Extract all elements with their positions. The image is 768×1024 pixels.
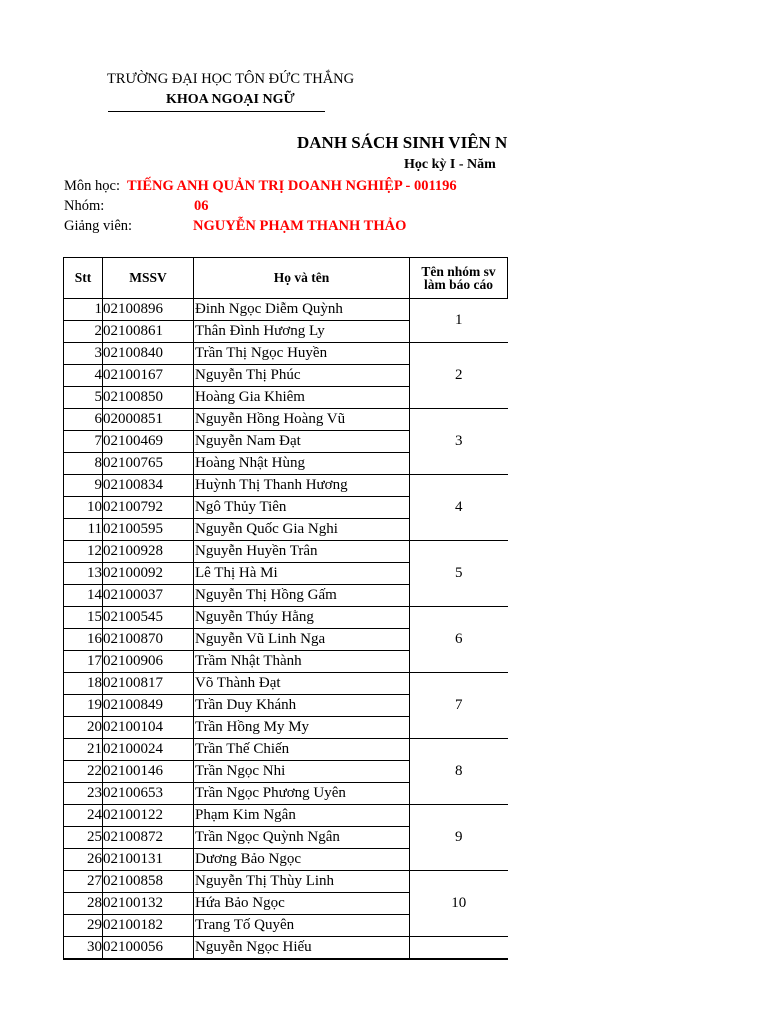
row-stt: 24 (64, 805, 103, 827)
row-mssv: 02100545 (103, 607, 194, 629)
group-number: 2 (410, 343, 508, 409)
group-header-line1: Tên nhóm sv (421, 263, 496, 279)
table-row (64, 299, 508, 321)
row-stt: 17 (64, 651, 103, 673)
group-number: 5 (410, 541, 508, 607)
row-name: Trần Hồng My My (194, 717, 410, 739)
row-stt: 11 (64, 519, 103, 541)
row-mssv: 02100131 (103, 849, 194, 871)
row-stt: 20 (64, 717, 103, 739)
row-stt: 9 (64, 475, 103, 497)
row-name: Phạm Kim Ngân (194, 805, 410, 827)
row-mssv: 02100840 (103, 343, 194, 365)
row-name: Đinh Ngọc Diễm Quỳnh (194, 299, 410, 321)
row-name: Nguyễn Nam Đạt (194, 431, 410, 453)
row-stt: 18 (64, 673, 103, 695)
student-roster-table (63, 257, 508, 960)
roster-body (64, 299, 508, 960)
row-name: Hoàng Gia Khiêm (194, 387, 410, 409)
document-title: DANH SÁCH SINH VIÊN N (297, 133, 508, 152)
table-row (64, 673, 508, 695)
row-stt: 28 (64, 893, 103, 915)
row-stt: 19 (64, 695, 103, 717)
table-row (64, 739, 508, 761)
group-number: 8 (410, 739, 508, 805)
group-number: 1 (410, 299, 508, 343)
row-mssv: 02100092 (103, 563, 194, 585)
row-mssv: 02100850 (103, 387, 194, 409)
row-stt: 10 (64, 497, 103, 519)
row-mssv: 02100765 (103, 453, 194, 475)
faculty-name: KHOA NGOẠI NGỮ (166, 92, 295, 107)
table-row (64, 541, 508, 563)
column-header-group (410, 258, 508, 299)
row-name: Hoàng Nhật Hùng (194, 453, 410, 475)
row-mssv: 02100024 (103, 739, 194, 761)
row-name: Nguyễn Thúy Hằng (194, 607, 410, 629)
semester-label: Học kỳ I - Năm (404, 157, 496, 172)
row-name: Võ Thành Đạt (194, 673, 410, 695)
table-row (64, 409, 508, 431)
row-name: Nguyễn Vũ Linh Nga (194, 629, 410, 651)
row-name: Lê Thị Hà Mi (194, 563, 410, 585)
row-stt: 25 (64, 827, 103, 849)
row-stt: 4 (64, 365, 103, 387)
row-name: Nguyễn Quốc Gia Nghi (194, 519, 410, 541)
lecturer-label: Giảng viên: (64, 218, 133, 234)
lecturer-value: NGUYỄN PHẠM THANH THẢO (193, 218, 407, 234)
row-mssv: 02100928 (103, 541, 194, 563)
group-cell-empty (410, 937, 508, 960)
group-number: 6 (410, 607, 508, 673)
row-mssv: 02100653 (103, 783, 194, 805)
row-stt: 8 (64, 453, 103, 475)
school-name: TRƯỜNG ĐẠI HỌC TÔN ĐỨC THẮNG (107, 71, 355, 87)
row-mssv: 02100056 (103, 937, 194, 960)
row-name: Trần Thế Chiến (194, 739, 410, 761)
row-stt: 16 (64, 629, 103, 651)
row-stt: 12 (64, 541, 103, 563)
row-stt: 21 (64, 739, 103, 761)
row-mssv: 02100906 (103, 651, 194, 673)
row-mssv: 02100896 (103, 299, 194, 321)
row-stt: 1 (64, 299, 103, 321)
row-stt: 29 (64, 915, 103, 937)
row-mssv: 02100870 (103, 629, 194, 651)
group-number: 10 (410, 871, 508, 937)
row-stt: 27 (64, 871, 103, 893)
row-name: Nguyễn Thị Thùy Linh (194, 871, 410, 893)
row-stt: 14 (64, 585, 103, 607)
row-name: Nguyễn Huyền Trân (194, 541, 410, 563)
row-mssv: 02100122 (103, 805, 194, 827)
row-name: Huỳnh Thị Thanh Hương (194, 475, 410, 497)
faculty-underline (108, 111, 325, 112)
group-number: 4 (410, 475, 508, 541)
row-mssv: 02100792 (103, 497, 194, 519)
group-value: 06 (194, 198, 209, 214)
row-name: Dương Bảo Ngọc (194, 849, 410, 871)
row-stt: 2 (64, 321, 103, 343)
table-row (64, 475, 508, 497)
row-stt: 3 (64, 343, 103, 365)
group-header-line2: làm báo cáo (424, 277, 493, 292)
row-mssv: 02100849 (103, 695, 194, 717)
row-mssv: 02100146 (103, 761, 194, 783)
row-name: Nguyễn Hồng Hoàng Vũ (194, 409, 410, 431)
table-row (64, 343, 508, 365)
row-name: Trần Ngọc Nhi (194, 761, 410, 783)
row-name: Trần Ngọc Phương Uyên (194, 783, 410, 805)
row-stt: 26 (64, 849, 103, 871)
row-name: Nguyễn Thị Phúc (194, 365, 410, 387)
row-stt: 6 (64, 409, 103, 431)
row-mssv: 02100834 (103, 475, 194, 497)
column-header-stt: Stt (64, 258, 103, 299)
row-mssv: 02100861 (103, 321, 194, 343)
group-number: 7 (410, 673, 508, 739)
row-name: Trần Thị Ngọc Huyền (194, 343, 410, 365)
row-name: Trang Tố Quyên (194, 915, 410, 937)
row-mssv: 02100858 (103, 871, 194, 893)
row-mssv: 02100167 (103, 365, 194, 387)
table-header-row (64, 258, 508, 299)
row-stt: 13 (64, 563, 103, 585)
row-mssv: 02100595 (103, 519, 194, 541)
row-name: Nguyễn Ngọc Hiếu (194, 937, 410, 960)
row-mssv: 02100182 (103, 915, 194, 937)
subject-value: TIẾNG ANH QUẢN TRỊ DOANH NGHIỆP - 001196 (127, 178, 457, 194)
row-mssv: 02000851 (103, 409, 194, 431)
row-mssv: 02100469 (103, 431, 194, 453)
column-header-name: Họ và tên (194, 258, 410, 299)
row-name: Trần Duy Khánh (194, 695, 410, 717)
row-name: Trần Ngọc Quỳnh Ngân (194, 827, 410, 849)
column-header-mssv: MSSV (103, 258, 194, 299)
row-stt: 22 (64, 761, 103, 783)
table-row (64, 871, 508, 893)
row-stt: 23 (64, 783, 103, 805)
subject-label: Môn học: (64, 178, 120, 194)
row-mssv: 02100817 (103, 673, 194, 695)
row-stt: 7 (64, 431, 103, 453)
row-mssv: 02100037 (103, 585, 194, 607)
group-label: Nhóm: (64, 198, 105, 214)
row-mssv: 02100104 (103, 717, 194, 739)
table-row (64, 937, 508, 960)
group-number: 9 (410, 805, 508, 871)
row-name: Trầm Nhật Thành (194, 651, 410, 673)
row-mssv: 02100132 (103, 893, 194, 915)
row-stt: 30 (64, 937, 103, 960)
row-stt: 5 (64, 387, 103, 409)
row-name: Thân Đình Hương Ly (194, 321, 410, 343)
row-mssv: 02100872 (103, 827, 194, 849)
group-number: 3 (410, 409, 508, 475)
table-row (64, 607, 508, 629)
row-name: Ngô Thủy Tiên (194, 497, 410, 519)
row-name: Hứa Bảo Ngọc (194, 893, 410, 915)
table-row (64, 805, 508, 827)
row-name: Nguyễn Thị Hồng Gấm (194, 585, 410, 607)
row-stt: 15 (64, 607, 103, 629)
